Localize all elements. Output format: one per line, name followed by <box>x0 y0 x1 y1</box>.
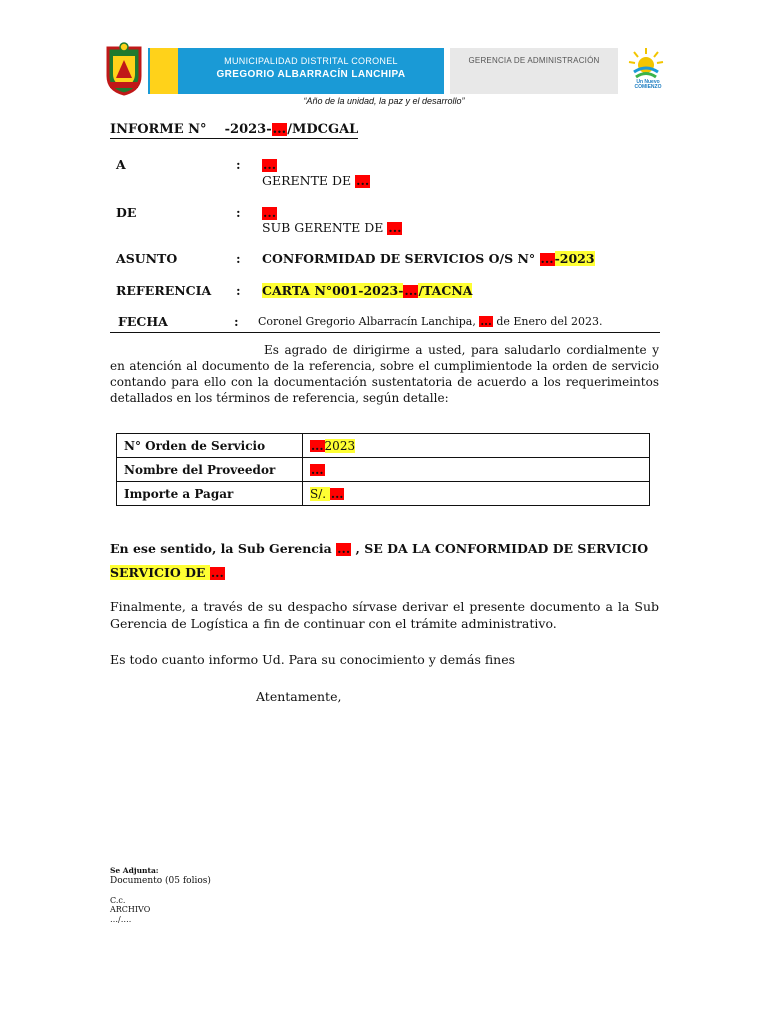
fecha-placeholder: ... <box>480 315 492 328</box>
attached-label: Se Adjunta: <box>110 866 159 875</box>
field-asunto-label: ASUNTO <box>116 251 178 266</box>
field-de-colon: : <box>236 205 241 220</box>
provider-placeholder: ... <box>311 462 324 477</box>
title-placeholder: ... <box>272 122 287 137</box>
attached-value: Documento (05 folios) <box>110 876 211 886</box>
table-key-provider: Nombre del Proveedor <box>117 458 303 482</box>
amount-currency: S/. <box>310 486 330 501</box>
field-referencia-colon: : <box>236 283 241 298</box>
service-placeholder: ... <box>210 565 224 580</box>
fecha-prefix: Coronel Gregorio Albarracín Lanchipa, <box>258 315 480 328</box>
field-de-line2-text: SUB GERENTE DE <box>262 220 388 235</box>
fecha-suffix: de Enero del 2023. <box>492 315 603 328</box>
field-a-placeholder: ... <box>263 157 277 172</box>
table-row <box>117 482 650 506</box>
field-a-label: A <box>116 157 126 172</box>
field-a-line2 <box>262 173 370 188</box>
field-asunto-colon: : <box>236 251 241 266</box>
field-referencia-label: REFERENCIA <box>116 283 212 298</box>
conformity-statement <box>110 541 648 556</box>
field-fecha-colon: : <box>234 314 239 329</box>
service-line <box>110 565 225 580</box>
field-a-line2-text: GERENTE DE <box>262 173 356 188</box>
municipality-name <box>178 54 444 82</box>
order-placeholder: ... <box>311 438 324 453</box>
field-de-value <box>262 205 277 220</box>
intro-paragraph: Es agrado de dirigirme a usted, para saludarlo cordialmente y en atención al documento de la referencia, sobre el cumplimientode la orden de servicio contando para ello con la documentación sustentatoria de acuerdo a los requerimeintos detallados en los términos de referencia, según detalle: <box>110 343 659 405</box>
regards-line: Atentamente, <box>256 689 342 704</box>
referencia-placeholder: ... <box>404 283 418 298</box>
table-value-order <box>303 434 650 458</box>
cc-label: C.c. <box>110 896 126 905</box>
table-value-amount <box>303 482 650 506</box>
municipality-line-2: GREGORIO ALBARRACÍN LANCHIPA <box>216 69 406 80</box>
right-logo-caption: Un Nuevo COMIENZO <box>634 79 662 90</box>
cc-value: ARCHIVO <box>110 905 151 914</box>
asunto-text: CONFORMIDAD DE SERVICIOS O/S N° <box>262 251 540 266</box>
field-fecha-label: FECHA <box>118 314 168 329</box>
title-suffix: /MDCGAL <box>287 122 359 137</box>
field-a-line2-placeholder: ... <box>356 173 370 188</box>
table-row <box>117 458 650 482</box>
table-row <box>117 434 650 458</box>
municipality-line-1: MUNICIPALIDAD DISTRITAL CORONEL <box>224 56 398 66</box>
year-motto: “Año de la unidad, la paz y el desarrollo” <box>303 96 465 106</box>
amount-placeholder: ... <box>330 486 344 501</box>
field-fecha-value <box>258 315 602 328</box>
field-de-label: DE <box>116 205 137 220</box>
municipal-crest-logo <box>104 42 144 96</box>
header-grey-band <box>450 48 618 94</box>
service-prefix: SERVICIO DE <box>110 565 210 580</box>
field-de-line2-placeholder: ... <box>388 220 402 235</box>
department-name: GERENCIA DE ADMINISTRACIÓN <box>468 56 600 65</box>
report-title <box>110 122 358 137</box>
conformity-placeholder: ... <box>337 541 351 556</box>
conformity-prefix: En ese sentido, la Sub Gerencia <box>110 541 337 556</box>
table-key-order: N° Orden de Servicio <box>117 434 303 458</box>
asunto-year: -2023 <box>554 251 595 266</box>
initials: …/…. <box>110 915 132 924</box>
field-a-colon: : <box>236 157 241 172</box>
title-prefix: INFORME N° <box>110 122 207 137</box>
finally-paragraph: Finalmente, a través de su despacho sírvase derivar el presente documento a la Sub Gerencia de Logística a fin de continuar con el trámite administrativo. <box>110 599 659 631</box>
table-value-provider <box>303 458 650 482</box>
table-key-amount: Importe a Pagar <box>117 482 303 506</box>
field-referencia-value <box>262 283 472 298</box>
service-detail-table <box>116 433 650 506</box>
field-a-value <box>262 157 277 172</box>
header-divider <box>110 332 660 333</box>
asunto-placeholder: ... <box>540 251 554 266</box>
referencia-suffix: /TACNA <box>418 283 473 298</box>
closing-line: Es todo cuanto informo Ud. Para su conocimiento y demás fines <box>110 652 516 667</box>
order-year: 2023 <box>324 438 356 453</box>
conformity-suffix: , SE DA LA CONFORMIDAD DE SERVICIO <box>351 541 649 556</box>
title-number: -2023- <box>224 122 272 137</box>
field-de-placeholder: ... <box>263 205 277 220</box>
referencia-prefix: CARTA N°001-2023- <box>262 283 404 298</box>
header-yellow-accent <box>150 48 178 94</box>
field-de-line2 <box>262 220 402 235</box>
field-asunto-value <box>262 251 595 266</box>
